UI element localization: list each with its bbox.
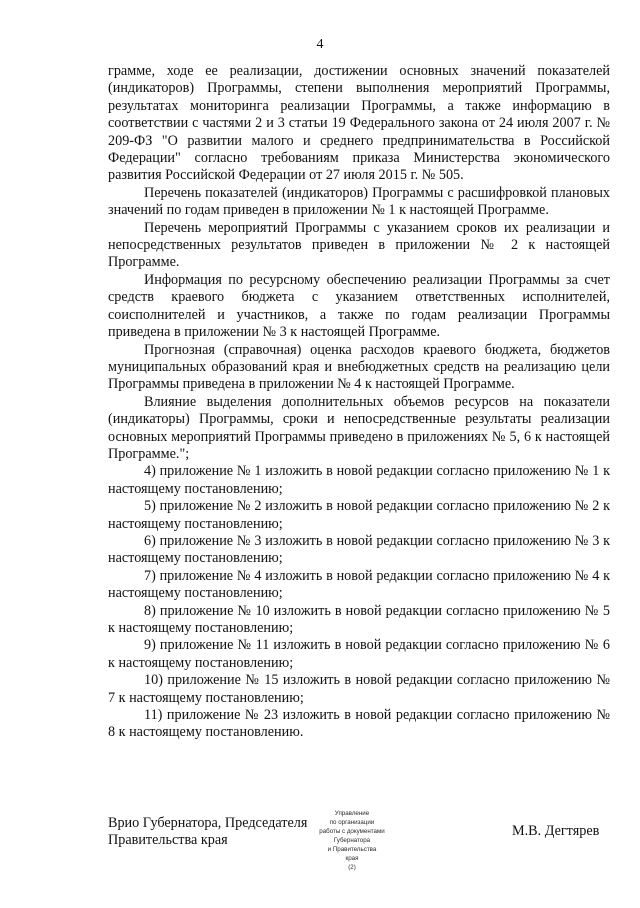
- body-paragraph: 9) приложение № 11 изложить в новой редакции согласно приложению № 6 к настоящему постановлению;: [108, 637, 610, 671]
- body-paragraph: 8) приложение № 10 изложить в новой редакции согласно приложению № 5 к настоящему постановлению;: [108, 602, 610, 636]
- body-paragraph: 6) приложение № 3 изложить в новой редакции согласно приложению № 3 к настоящему постановлению;: [108, 532, 610, 567]
- body-paragraph: 7) приложение № 4 изложить в новой редакции согласно приложению № 4 к настоящему постановлению;: [108, 567, 610, 602]
- seal-inner-line: работы с документами: [319, 828, 385, 835]
- seal-inner-line: края: [345, 855, 359, 862]
- body-paragraph: 11) приложение № 23 изложить в новой редакции согласно приложению № 8 к настоящему постановлению.: [108, 707, 610, 741]
- body-paragraph: грамме, ходе ее реализации, достижении основных значений показателей (индикаторов) Программы, степени выполнения мероприятий Программы, результатах мониторинга реализации Программы, а также информацию в соответствии с частями 2 и 3 статьи 19 Федерального закона от 24 июля 2007 г. № 209-ФЗ "О развитии малого и среднего предпринимательства в Российской Федерации" согласно требованиям приказа Министерства экономического развития Российской Федерации от 27 июля 2015 г. № 505.: [108, 63, 610, 184]
- seal-inner-line: по организации: [329, 819, 375, 826]
- signature-position-line2: Правительства края: [108, 832, 228, 848]
- body-paragraph: Влияние выделения дополнительных объемов ресурсов на показатели (индикаторы) Программы, сроки и непосредственные результаты реализации основных мероприятий Программы приведено в приложениях № 5, 6 к настоящей Программе.";: [108, 393, 610, 462]
- body-paragraph: Перечень показателей (индикаторов) Программы с расшифровкой плановых значений по годам приведен в приложении № 1 к настоящей Программе.: [108, 184, 610, 219]
- body-paragraph: Прогнозная (справочная) оценка расходов краевого бюджета, бюджетов муниципальных образований края и внебюджетных средств на реализацию цели Программы приведена в приложении № 4 к настоящей Программе.: [108, 341, 610, 393]
- signature-position-line1: Врио Губернатора, Председателя: [108, 815, 308, 831]
- handwritten-signature: [392, 788, 512, 883]
- seal-inner-line: (2): [348, 864, 356, 871]
- body-paragraph: 5) приложение № 2 изложить в новой редакции согласно приложению № 2 к настоящему постановлению;: [108, 498, 610, 532]
- seal-inner-line: Управление: [334, 810, 370, 817]
- signatory-name: М.В. Дегтярев: [512, 823, 600, 839]
- body-paragraph: Информация по ресурсному обеспечению реализации Программы за счет средств краевого бюджета с указанием ответственных исполнителей, соисполнителей и участников, а также по годам реализации Программы приведена в приложении № 3 к настоящей Программе.: [108, 271, 610, 341]
- seal-inner-line: и Правительства: [327, 846, 377, 853]
- body-paragraph: 10) приложение № 15 изложить в новой редакции согласно приложению № 7 к настоящему постановлению;: [108, 672, 610, 706]
- body-paragraph: Перечень мероприятий Программы с указанием сроков их реализации и непосредственных результатов приведен в приложении № 2 к настоящей Программе.: [108, 219, 610, 271]
- document-body: [108, 63, 610, 742]
- seal-inner-line: Губернатора: [333, 837, 371, 844]
- page-number: 4: [316, 37, 324, 52]
- body-paragraph: 4) приложение № 1 изложить в новой редакции согласно приложению № 1 к настоящему постановлению;: [108, 463, 610, 497]
